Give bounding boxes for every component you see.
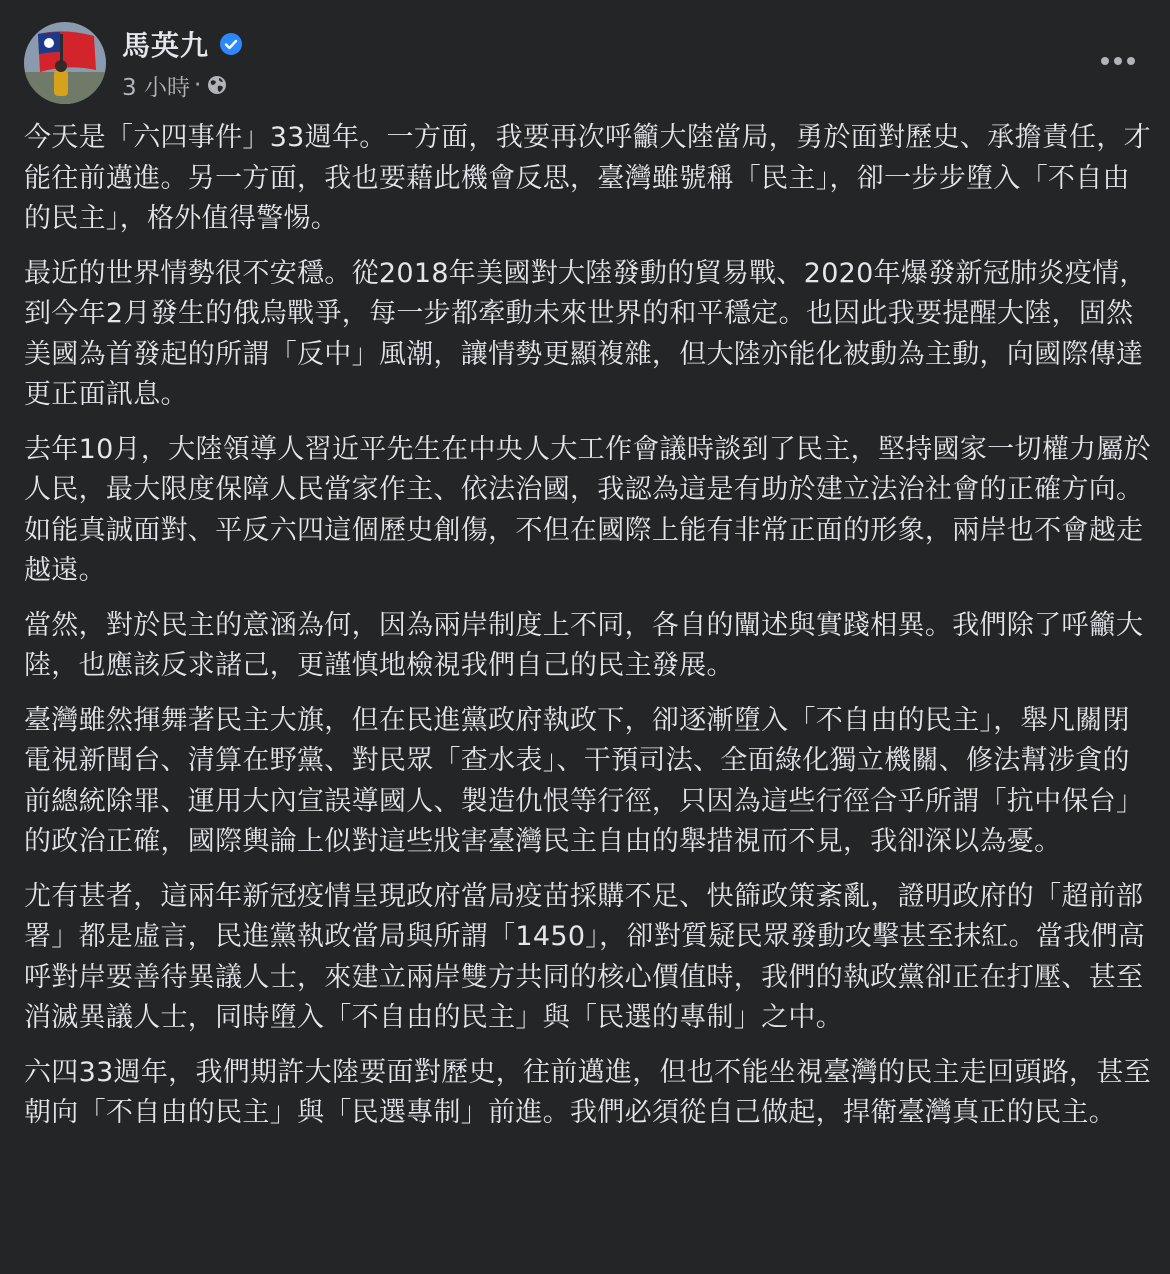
author-avatar[interactable] — [24, 22, 106, 104]
post-meta — [122, 66, 243, 104]
more-options-button[interactable] — [1098, 44, 1138, 78]
post-paragraph: 今天是「六四事件」33週年。一方面，我要再次呼籲大陸當局，勇於面對歷史、承擔責任，才能往前邁進。另一方面，我也要藉此機會反思，臺灣雖號稱「民主」，卻一步步墮入「不自由的民主」，格外值得警惕。 — [24, 122, 1151, 234]
more-horizontal-icon — [1100, 56, 1136, 66]
post-timestamp[interactable]: 3 小時 — [122, 74, 190, 101]
post-header — [24, 22, 1146, 104]
post-paragraph: 去年10月，大陸領導人習近平先生在中央人大工作會議時談到了民主，堅持國家一切權力屬於人民，最大限度保障人民當家作主、依法治國，我認為這是有助於建立法治社會的正確方向。如能真誠面對、平反六四這個歷史創傷，不但在國際上能有非常正面的形象，兩岸也不會越走越遠。 — [24, 433, 1151, 586]
verified-badge-icon — [219, 32, 243, 56]
meta-separator: · — [193, 72, 202, 98]
globe-icon[interactable] — [207, 75, 227, 95]
post-body — [24, 118, 1152, 1148]
avatar-flag-photo — [24, 22, 106, 104]
post-paragraph: 最近的世界情勢很不安穩。從2018年美國對大陸發動的貿易戰、2020年爆發新冠肺炎疫情，到今年2月發生的俄烏戰爭，每一步都牽動未來世界的和平穩定。也因此我要提醒大陸，固然美國為首發起的所謂「反中」風潮，讓情勢更顯複雜，但大陸亦能化被動為主動，向國際傳達更正面訊息。 — [24, 257, 1147, 410]
post-paragraph: 六四33週年，我們期許大陸要面對歷史，往前邁進，但也不能坐視臺灣的民主走回頭路，甚至朝向「不自由的民主」與「民選專制」前進。我們必須從自己做起，捍衛臺灣真正的民主。 — [24, 1056, 1151, 1128]
author-row — [122, 24, 243, 64]
post-paragraph: 尤有甚者，這兩年新冠疫情呈現政府當局疫苗採購不足、快篩政策紊亂，證明政府的「超前部署」都是虛言，民進黨執政當局與所謂「1450」，卻對質疑民眾發動攻擊甚至抹紅。當我們高呼對岸要善待異議人士，來建立兩岸雙方共同的核心價值時，我們的執政黨卻正在打壓、甚至消滅異議人士，同時墮入「不自由的民主」與「民選的專制」之中。 — [24, 880, 1146, 1033]
author-name[interactable]: 馬英九 — [122, 29, 210, 62]
post-paragraph: 當然，對於民主的意涵為何，因為兩岸制度上不同，各自的闡述與實踐相異。我們除了呼籲大陸，也應該反求諸己，更謹慎地檢視我們自己的民主發展。 — [24, 609, 1144, 681]
author-block — [122, 24, 243, 104]
post-paragraph: 臺灣雖然揮舞著民主大旗，但在民進黨政府執政下，卻逐漸墮入「不自由的民主」，舉凡關閉電視新聞台、清算在野黨、對民眾「查水表」、干預司法、全面綠化獨立機關、修法幫涉貪的前總統除罪、運用大內宣誤導國人、製造仇恨等行徑，只因為這些行徑合乎所謂「抗中保台」的政治正確，國際輿論上似對這些戕害臺灣民主自由的舉措視而不見，我卻深以為憂。 — [24, 704, 1144, 857]
